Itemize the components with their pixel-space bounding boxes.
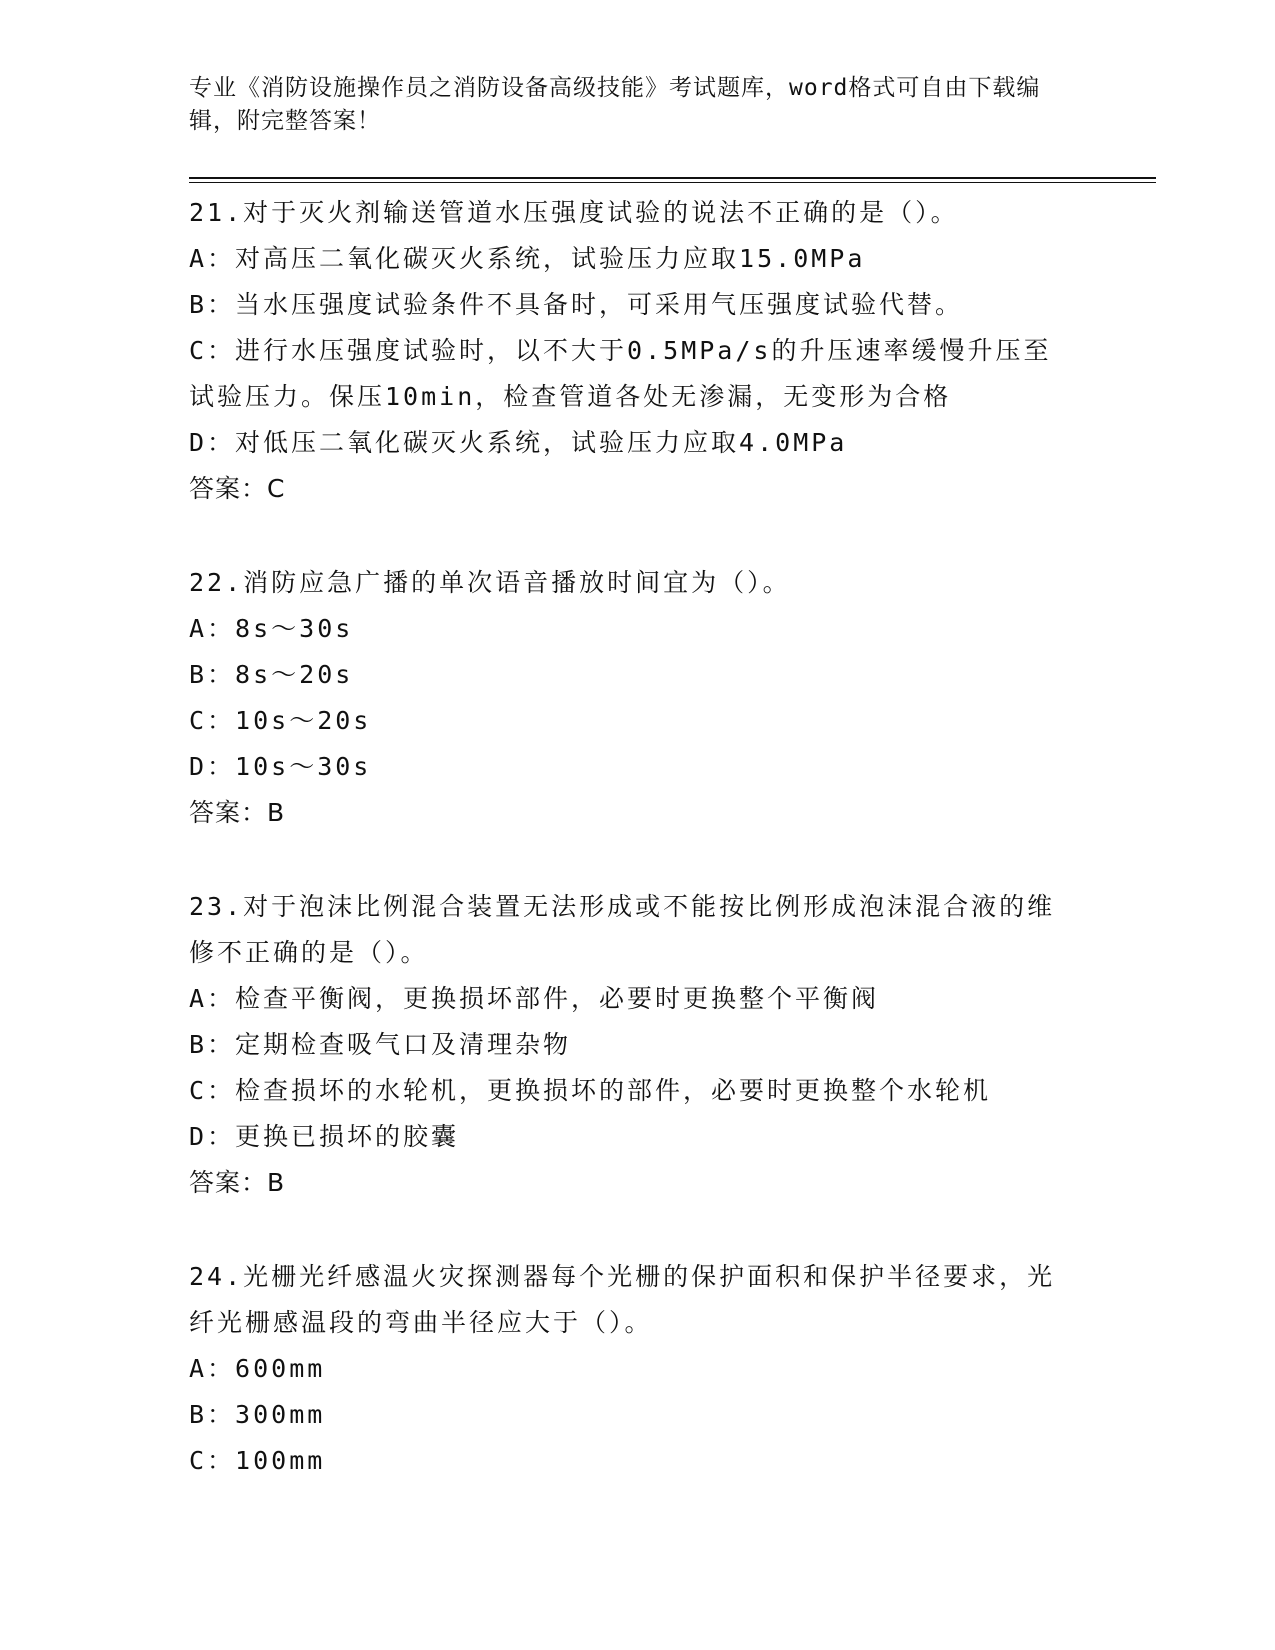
question-23	[189, 884, 1089, 1206]
option-a: A：对高压二氧化碳灭火系统，试验压力应取15.0MPa	[189, 244, 866, 273]
option-b: B：当水压强度试验条件不具备时，可采用气压强度试验代替。	[189, 290, 964, 319]
question-stem: 23.对于泡沫比例混合装置无法形成或不能按比例形成泡沫混合液的维	[189, 892, 1056, 921]
option-c: C：100mm	[189, 1446, 326, 1475]
header-line-1: 专业《消防设施操作员之消防设备高级技能》考试题库，word格式可自由下载编	[189, 75, 1041, 101]
option-b: B：定期检查吸气口及清理杂物	[189, 1030, 572, 1059]
option-d: D：对低压二氧化碳灭火系统，试验压力应取4.0MPa	[189, 428, 848, 457]
question-list	[189, 190, 1089, 1484]
question-21	[189, 190, 1089, 512]
option-d: D：10s～30s	[189, 752, 372, 781]
answer: 答案：B	[189, 1168, 286, 1197]
option-c: C：进行水压强度试验时，以不大于0.5MPa/s的升压速率缓慢升压至	[189, 336, 1052, 365]
document-header	[189, 72, 1069, 138]
header-line-2: 辑，附完整答案！	[189, 108, 381, 134]
option-d: D：更换已损坏的胶囊	[189, 1122, 460, 1151]
option-c-continued: 试验压力。保压10min，检查管道各处无渗漏，无变形为合格	[189, 382, 952, 411]
option-c: C：检查损坏的水轮机，更换损坏的部件，必要时更换整个水轮机	[189, 1076, 992, 1105]
question-22	[189, 560, 1089, 836]
question-24	[189, 1254, 1089, 1484]
answer: 答案：C	[189, 474, 286, 503]
question-stem: 21.对于灭火剂输送管道水压强度试验的说法不正确的是（）。	[189, 198, 959, 227]
question-stem-continued: 修不正确的是（）。	[189, 938, 429, 967]
question-stem: 22.消防应急广播的单次语音播放时间宜为（）。	[189, 568, 791, 597]
option-a: A：8s～30s	[189, 614, 354, 643]
question-stem: 24.光栅光纤感温火灾探测器每个光栅的保护面积和保护半径要求，光	[189, 1262, 1056, 1291]
option-a: A：600mm	[189, 1354, 326, 1383]
question-stem-continued: 纤光栅感温段的弯曲半径应大于（）。	[189, 1308, 653, 1337]
answer: 答案：B	[189, 798, 286, 827]
option-c: C：10s～20s	[189, 706, 372, 735]
header-divider-thick	[189, 177, 1156, 179]
option-a: A：检查平衡阀，更换损坏部件，必要时更换整个平衡阀	[189, 984, 880, 1013]
option-b: B：300mm	[189, 1400, 326, 1429]
option-b: B：8s～20s	[189, 660, 354, 689]
header-divider-thin	[189, 182, 1156, 183]
